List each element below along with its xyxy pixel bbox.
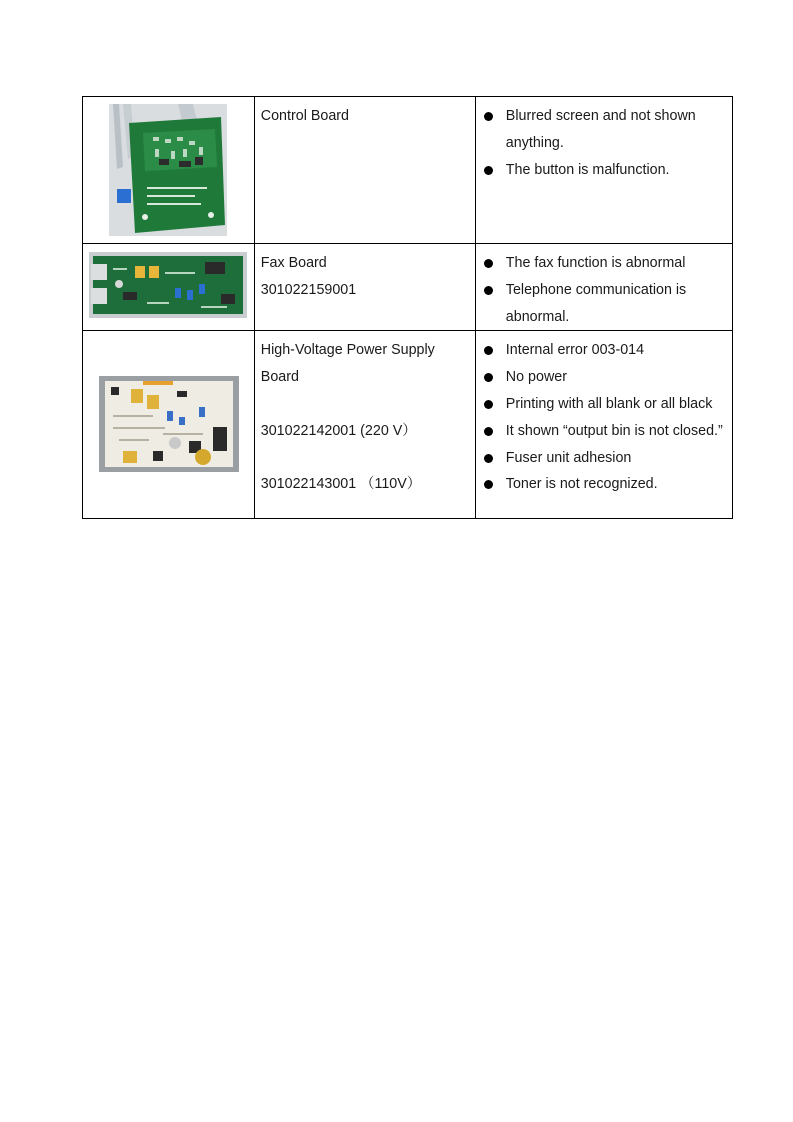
bullet-icon xyxy=(484,346,493,355)
bullet-icon xyxy=(484,259,493,268)
list-item: Telephone communication is abnormal. xyxy=(484,277,728,331)
list-item: Printing with all blank or all black xyxy=(484,391,728,418)
control-board-photo xyxy=(83,97,254,243)
symptom-cell xyxy=(475,331,732,519)
table-row xyxy=(83,244,733,331)
part-name-cell xyxy=(254,244,475,331)
hv-power-board-photo-cell xyxy=(83,331,255,519)
part-number: 301022159001 xyxy=(260,281,357,298)
list-item: No power xyxy=(484,364,728,391)
table-row xyxy=(83,97,733,244)
part-number-220v: 301022142001 (220 V） xyxy=(260,422,417,439)
symptom-list xyxy=(476,331,732,498)
bullet-icon xyxy=(484,112,493,121)
list-item: Toner is not recognized. xyxy=(484,471,728,498)
list-item: The fax function is abnormal xyxy=(484,250,728,277)
bullet-icon xyxy=(484,400,493,409)
symptom-cell xyxy=(475,97,732,244)
list-item: The button is malfunction. xyxy=(484,157,728,184)
part-name-spacer xyxy=(261,445,475,472)
list-item: It shown “output bin is not closed.” xyxy=(484,418,728,445)
bullet-icon xyxy=(484,480,493,489)
parts-table xyxy=(82,96,733,519)
bullet-icon xyxy=(484,454,493,463)
part-name-cell xyxy=(254,97,475,244)
bullet-icon xyxy=(484,427,493,436)
symptom-list xyxy=(476,244,732,330)
part-name-cell xyxy=(254,331,475,519)
bullet-icon xyxy=(484,373,493,382)
list-item: Internal error 003-014 xyxy=(484,337,728,364)
part-name-spacer xyxy=(261,391,475,418)
part-number-110v: 301022143001 （110V） xyxy=(260,476,422,493)
part-name-line: High-Voltage Power Supply Board xyxy=(260,342,435,386)
table-row xyxy=(83,331,733,519)
bullet-icon xyxy=(484,166,493,175)
fax-board-photo-cell xyxy=(83,244,255,331)
list-item: Fuser unit adhesion xyxy=(484,445,728,472)
bullet-icon xyxy=(484,286,493,295)
part-name-line: Control Board xyxy=(260,108,349,124)
symptom-cell xyxy=(475,244,732,331)
fax-board-photo xyxy=(83,244,254,327)
hv-power-supply-board-photo xyxy=(83,331,254,518)
control-board-photo-cell xyxy=(83,97,255,244)
symptom-list xyxy=(476,97,732,183)
list-item: Blurred screen and not shown anything. xyxy=(484,103,728,157)
part-name-line: Fax Board xyxy=(260,255,327,271)
